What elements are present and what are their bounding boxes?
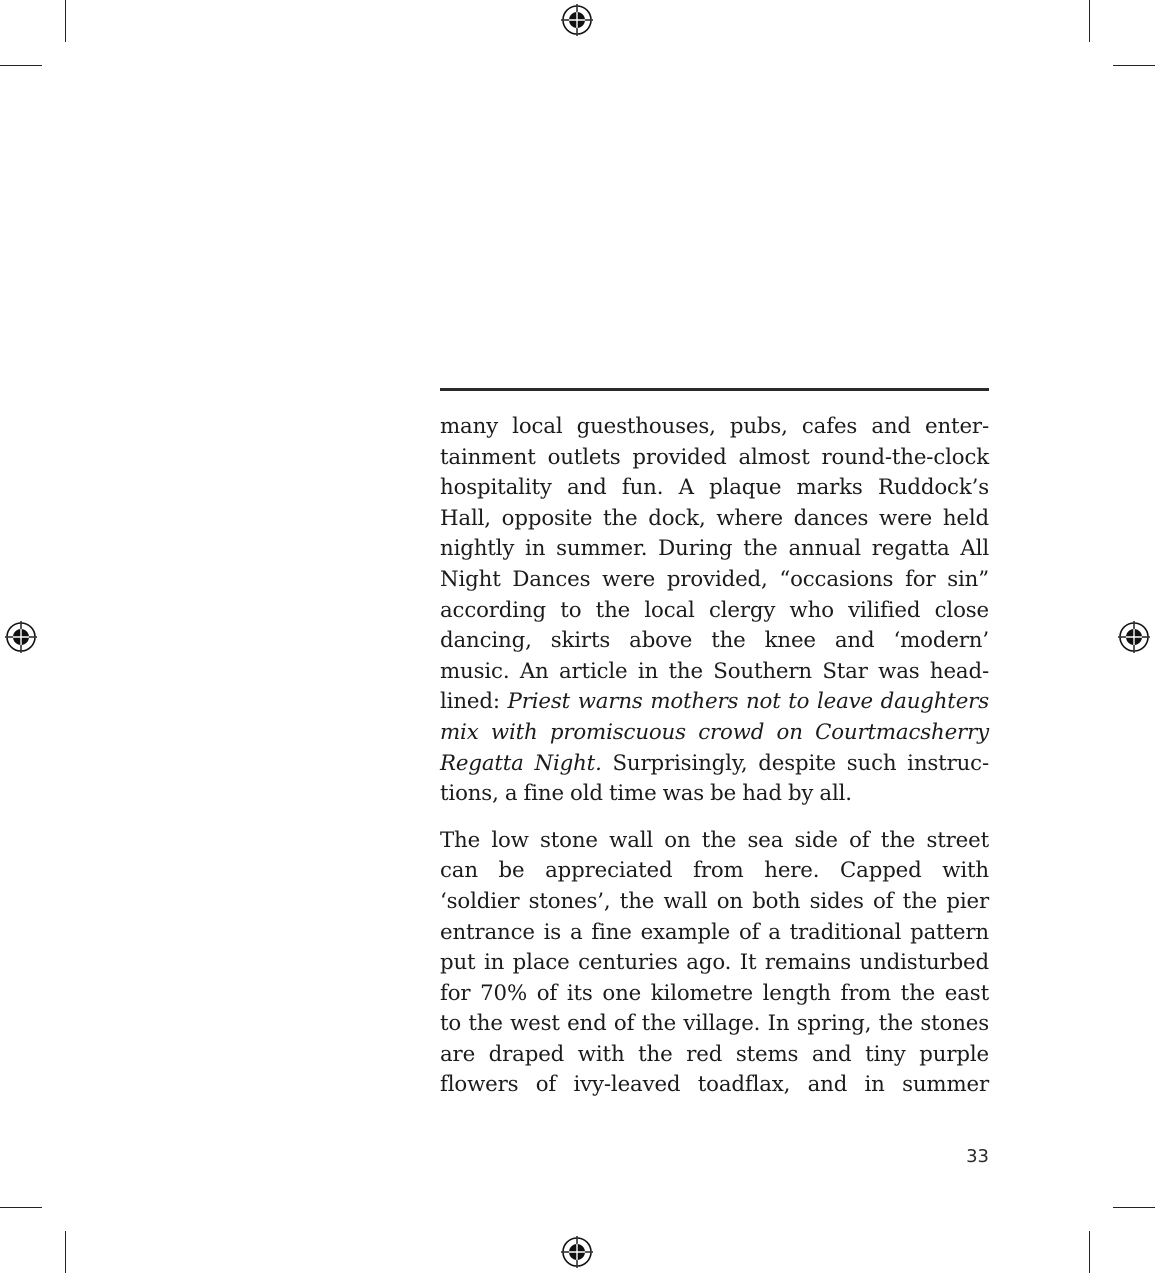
text-line: The low stone wall on the sea side of the street [440,827,989,853]
text-line: entrance is a fine example of a traditional pattern [440,919,989,945]
text-line: Hall, opposite the dock, where dances were held [440,505,989,531]
text-line: according to the local clergy who vilified close [440,597,989,623]
paragraph-1 [440,412,989,810]
text-run: lined: [440,689,508,715]
text-line: dancing, skirts above the knee and ‘modern’ [440,628,989,654]
paragraph-2 [440,826,989,1101]
text-line: hospitality and fun. A plaque marks Ruddock’s [440,475,989,501]
crop-mark-bottom-left-vertical [65,1231,66,1273]
text-line: Night Dances were provided, “occasions for sin” [440,566,989,592]
crop-mark-top-right-vertical [1089,0,1090,42]
text-line: put in place centuries ago. It remains undisturbed [440,950,989,976]
text-line: can be appreciated from here. Capped with [440,858,989,884]
text-line: flowers of ivy-leaved toadflax, and in summer [440,1072,989,1098]
registration-mark-bottom-icon [560,1235,594,1269]
registration-mark-right-icon [1117,620,1151,654]
text-line: are draped with the red stems and tiny purple [440,1041,989,1067]
crop-mark-bottom-left-horizontal [0,1207,42,1208]
text-line: many local guesthouses, pubs, cafes and enter- [440,414,989,439]
crop-mark-top-left-horizontal [0,65,42,66]
text-line: ‘soldier stones’, the wall on both sides of the pier [440,888,989,914]
italic-headline: mix with promiscuous crowd on Courtmacsherry [440,719,989,745]
text-line-italic [440,718,989,749]
text-line: for 70% of its one kilometre length from the east [440,980,989,1006]
page-number: 33 [966,1146,989,1167]
italic-headline: Priest warns mothers not to leave daughters [507,689,989,715]
paragraph-gap [440,810,989,826]
crop-mark-top-left-vertical [65,0,66,42]
crop-mark-bottom-right-vertical [1089,1231,1090,1273]
header-rule [440,388,989,391]
text-line: to the west end of the village. In spring, the stones [440,1011,989,1037]
registration-mark-top-icon [560,3,594,37]
text-line: nightly in summer. During the annual regatta All [440,536,989,562]
crop-mark-top-right-horizontal [1113,65,1155,66]
text-line: tions, a fine old time was be had by all. [440,781,852,807]
text-line-mixed [440,749,989,780]
text-line: music. An article in the Southern Star was head- [440,658,989,684]
text-line-mixed [440,687,989,718]
registration-mark-left-icon [4,620,38,654]
italic-headline: Regatta Night. [440,750,602,776]
crop-mark-bottom-right-horizontal [1113,1207,1155,1208]
text-line: tainment outlets provided almost round-the-clock [440,444,989,470]
text-run: Surprisingly, despite such instruc- [601,750,990,776]
body-text [440,412,989,1101]
